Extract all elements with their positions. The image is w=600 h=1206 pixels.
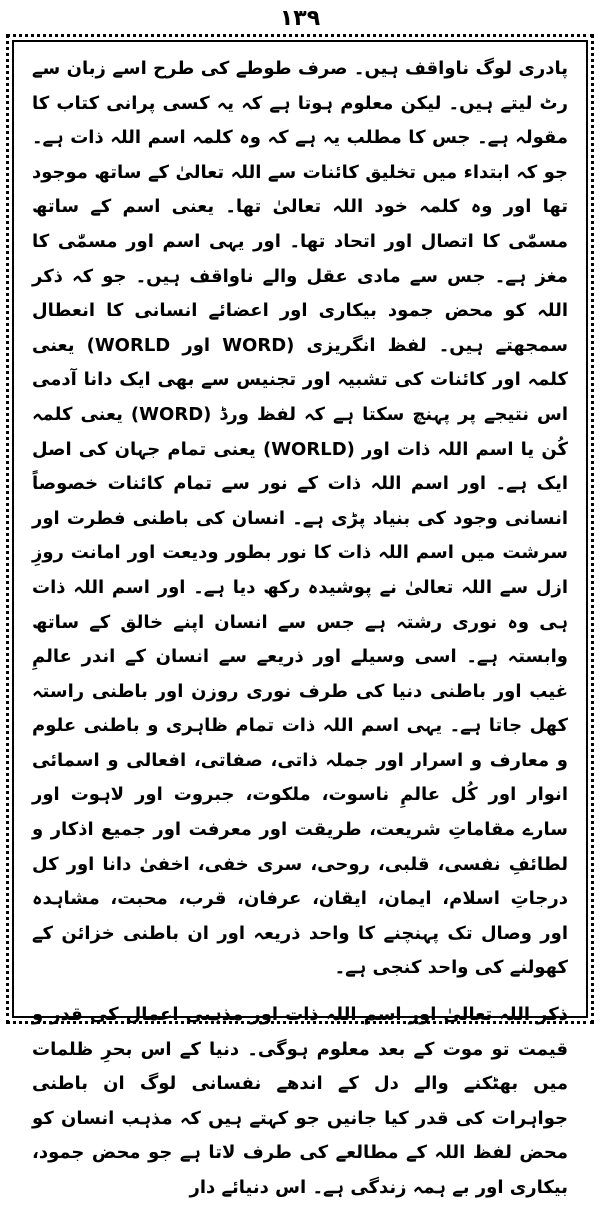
paragraph-2: ذکر اللہ تعالیٰ اور اسم اللہ ذات اور مذہبی اعمال کی قدر و قیمت تو موت کے بعد معلوم ہوگی۔ دنیا کے اس بحرِ ظلمات میں بھٹکنے والے دل کے اندھے نفسانی لوگ ان باطنی جواہرات کی قدر کیا جانیں جو کہتے ہیں کہ مذہب انسان کو محض لفظ اللہ کے مطالعے کی طرف لاتا ہے جو محض جمود، بیکاری اور بے ہمہ زندگی ہے۔ اس دنیائے دار [32, 1004, 568, 1198]
page-number: ۱۳۹ [279, 6, 321, 31]
decorative-page-border [12, 40, 588, 1198]
page-text-body [32, 52, 568, 1206]
paragraph-1: پادری لوگ ناواقف ہیں۔ صرف طوطے کی طرح اسے زبان سے رٹ لیتے ہیں۔ لیکن معلوم ہوتا ہے کہ یہ کسی پرانی کتاب کا مقولہ ہے۔ جس کا مطلب یہ ہے کہ وہ کلمہ اسم اللہ ذات ہے۔ جو کہ ابتداء میں تخلیق کائنات سے اللہ تعالیٰ کے ساتھ موجود تھا اور وہ کلمہ خود اللہ تعالیٰ تھا۔ یعنی اسم کے ساتھ مسمّٰی کا اتصال اور اتحاد تھا۔ اور یہی اسم اور مسمّٰی کا مغز ہے۔ جس سے مادی عقل والے ناواقف ہیں۔ جو کہ ذکر اللہ کو محض جمود بیکاری اور اعضائے انسانی کا انعطال سمجھتے ہیں۔ لفظ انگریزی (WORD اور WORLD) یعنی کلمہ اور کائنات کی تشبیہ اور تجنیس سے بھی ایک دانا آدمی اس نتیجے پر پہنچ سکتا ہے کہ لفظ ورڈ (WORD) یعنی کلمہ کُن یا اسم اللہ ذات اور (WORLD) یعنی تمام جہان کی اصل ایک ہے۔ اور اسم اللہ ذات کے نور سے تمام کائنات خصوصاً انسانی وجود کی بنیاد پڑی ہے۔ انسان کی باطنی فطرت اور سرشت میں اسم اللہ ذات کا نور بطور ودیعت اور امانت روزِ ازل سے اللہ تعالیٰ نے پوشیدہ رکھ دیا ہے۔ اور اسم اللہ ذات ہی وہ نوری رشتہ ہے جس سے انسان اپنے خالق کے ساتھ وابستہ ہے۔ اسی وسیلے اور ذریعے سے انسان کے اندر عالمِ غیب اور باطنی دنیا کی طرف نوری روزن اور باطنی راستہ کھل جاتا ہے۔ یہی اسم اللہ ذات تمام ظاہری و باطنی علوم و معارف و اسرار اور جملہ ذاتی، صفاتی، افعالی و اسمائی انوار اور کُل عالمِ ناسوت، ملکوت، جبروت اور لاہوت اور سارے مقاماتِ شریعت، طریقت اور معرفت اور جمیع اذکار و لطائفِ نفسی، قلبی، روحی، سری خفی، اخفیٰ دانا اور کل درجاتِ اسلام، ایمان، ایقان، عرفان، قرب، محبت، مشاہدہ اور وصال تک پہنچنے کا واحد ذریعہ اور ان باطنی خزائن کے کھولنے کی واحد کنجی ہے۔ [32, 58, 568, 979]
